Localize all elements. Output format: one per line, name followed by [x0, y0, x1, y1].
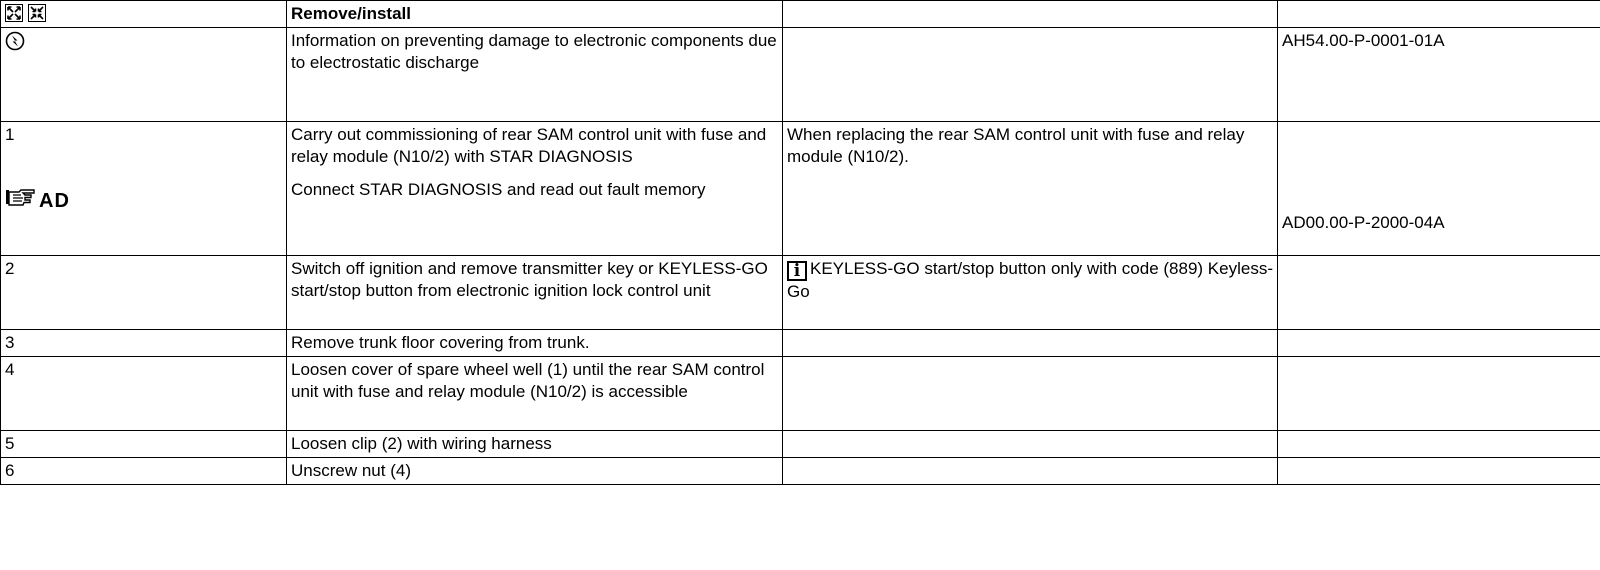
- table-row: [1, 330, 1600, 357]
- note-cell: [783, 28, 1278, 122]
- note-cell: [783, 458, 1278, 485]
- instruction-cell: Unscrew nut (4): [287, 458, 783, 485]
- reference-cell: [1278, 357, 1600, 431]
- step-cell: [1, 122, 287, 256]
- header-col3: [783, 1, 1278, 28]
- instruction-cell: Loosen clip (2) with wiring harness: [287, 431, 783, 458]
- reference-link: [1282, 124, 1600, 212]
- instruction-cell: Switch off ignition and remove transmitter key or KEYLESS-GO start/stop button from electronic ignition lock control unit: [287, 256, 783, 330]
- reference-cell: [1278, 122, 1600, 256]
- note-cell: When replacing the rear SAM control unit with fuse and relay module (N10/2).: [783, 122, 1278, 256]
- substep-reference-link[interactable]: AD00.00-P-2000-04A: [1282, 213, 1445, 232]
- reference-cell: [1278, 256, 1600, 330]
- instruction-cell: Information on preventing damage to electronic components due to electrostatic discharge: [287, 28, 783, 122]
- note-cell: [783, 357, 1278, 431]
- note-cell: [783, 256, 1278, 330]
- reference-link[interactable]: AH54.00-P-0001-01A: [1278, 28, 1600, 122]
- esd-warning-icon: [5, 31, 25, 57]
- reference-cell: [1278, 330, 1600, 357]
- header-col4: [1278, 1, 1600, 28]
- table-row: [1, 431, 1600, 458]
- reference-cell: [1278, 431, 1600, 458]
- step-number: 6: [1, 458, 287, 485]
- step-number: 4: [1, 357, 287, 431]
- table-row: [1, 458, 1600, 485]
- ad-label: AD: [39, 190, 70, 212]
- note-cell: [783, 431, 1278, 458]
- instruction-cell: [287, 122, 783, 256]
- instruction-cell: Remove trunk floor covering from trunk.: [287, 330, 783, 357]
- reference-cell: [1278, 458, 1600, 485]
- instruction-cell: Loosen cover of spare wheel well (1) until the rear SAM control unit with fuse and relay module (N10/2) is accessible: [287, 357, 783, 431]
- step-number: 1: [5, 125, 15, 144]
- step-number: 3: [1, 330, 287, 357]
- info-icon: i: [787, 261, 807, 281]
- step-number: 2: [1, 256, 287, 330]
- note-cell: [783, 330, 1278, 357]
- instruction-text: Carry out commissioning of rear SAM control unit with fuse and relay module (N10/2) with STAR DIAGNOSIS: [291, 125, 767, 166]
- table-row: [1, 357, 1600, 431]
- expand-arrows-icon[interactable]: [5, 4, 23, 22]
- header-row: [1, 1, 1600, 28]
- substep-text: Connect STAR DIAGNOSIS and read out fault memory: [291, 180, 706, 199]
- substep-marker: [5, 188, 282, 214]
- table-row: [1, 28, 1600, 122]
- step-cell: [1, 28, 287, 122]
- table-row: [1, 256, 1600, 330]
- table-row: [1, 122, 1600, 256]
- section-title: Remove/install: [287, 1, 783, 28]
- note-text: KEYLESS-GO start/stop button only with code (889) Keyless-Go: [787, 259, 1273, 301]
- header-icons-cell: [1, 1, 287, 28]
- collapse-arrows-icon[interactable]: [28, 4, 46, 22]
- step-number: 5: [1, 431, 287, 458]
- pointing-hand-icon: [5, 188, 35, 214]
